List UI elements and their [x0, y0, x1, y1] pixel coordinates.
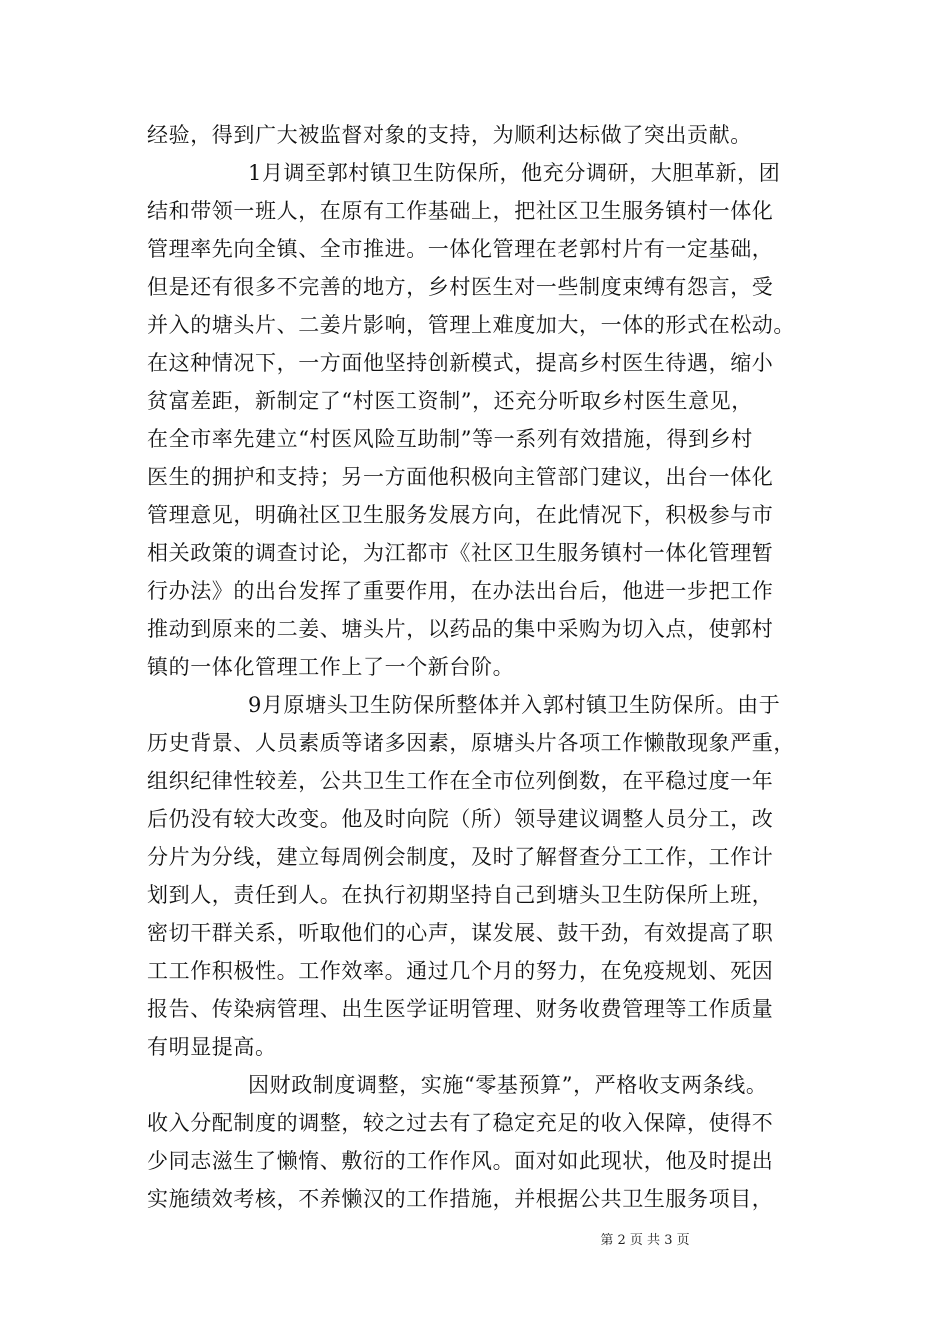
- paragraph-1-line-2: 结和带领一班人，在原有工作基础上，把社区卫生服务镇村一体化: [147, 199, 774, 223]
- paragraph-3-line-4: 实施绩效考核，不养懒汉的工作措施，并根据公共卫生服务项目，: [147, 1187, 774, 1211]
- paragraph-1-line-4: 但是还有很多不完善的地方，乡村医生对一些制度束缚有怨言，受: [147, 275, 774, 299]
- paragraph-3-line-3: 少同志滋生了懒惰、敷衍的工作作风。面对如此现状，他及时提出: [147, 1149, 774, 1173]
- paragraph-2-line-4: 后仍没有较大改变。他及时向院（所）领导建议调整人员分工，改: [147, 807, 774, 831]
- paragraph-2-line-7: 密切干群关系，听取他们的心声，谋发展、鼓干劲，有效提高了职: [147, 921, 774, 945]
- paragraph-1-line-1: 1月调至郭村镇卫生防保所，他充分调研，大胆革新，团: [248, 161, 781, 185]
- paragraph-2-line-2: 历史背景、人员素质等诸多因素，原塘头片各项工作懒散现象严重，: [147, 731, 795, 755]
- paragraph-3-line-2: 收入分配制度的调整，较之过去有了稳定充足的收入保障，使得不: [147, 1111, 774, 1135]
- paragraph-1-line-8: 在全市率先建立“村医风险互助制”等一系列有效措施，得到乡村: [147, 427, 753, 451]
- paragraph-1-line-5: 并入的塘头片、二姜片影响，管理上难度加大，一体的形式在松动。: [147, 313, 795, 337]
- paragraph-2-line-8: 工工作积极性。工作效率。通过几个月的努力，在免疫规划、死因: [147, 959, 774, 983]
- paragraph-2-line-1: 9月原塘头卫生防保所整体并入郭村镇卫生防保所。由于: [248, 693, 781, 717]
- paragraph-1-line-10: 管理意见，明确社区卫生服务发展方向，在此情况下，积极参与市: [147, 503, 774, 527]
- paragraph-2-line-3: 组织纪律性较差，公共卫生工作在全市位列倒数，在平稳过度一年: [147, 769, 774, 793]
- paragraph-2-line-9: 报告、传染病管理、出生医学证明管理、财务收费管理等工作质量: [147, 997, 774, 1021]
- paragraph-1-line-14: 镇的一体化管理工作上了一个新台阶。: [147, 655, 515, 679]
- paragraph-2-line-5: 分片为分线，建立每周例会制度，及时了解督查分工工作，工作计: [147, 845, 774, 869]
- paragraph-1-line-7: 贫富差距，新制定了“村医工资制”，还充分听取乡村医生意见，: [147, 389, 753, 413]
- paragraph-2-line-6: 划到人，责任到人。在执行初期坚持自己到塘头卫生防保所上班，: [147, 883, 774, 907]
- paragraph-1-line-9: 医生的拥护和支持；另一方面他积极向主管部门建议，出台一体化: [147, 465, 774, 489]
- paragraph-1-line-6: 在这种情况下，一方面他坚持创新模式，提高乡村医生待遇，缩小: [147, 351, 774, 375]
- paragraph-3-line-1: 因财政制度调整，实施“零基预算”，严格收支两条线。: [248, 1073, 768, 1097]
- text-line-1: 经验，得到广大被监督对象的支持，为顺利达标做了突出贡献。: [147, 123, 752, 147]
- paragraph-1-line-3: 管理率先向全镇、全市推进。一体化管理在老郭村片有一定基础，: [147, 237, 774, 261]
- paragraph-1-line-11: 相关政策的调查讨论，为江都市《社区卫生服务镇村一体化管理暂: [147, 541, 774, 565]
- paragraph-1-line-13: 推动到原来的二姜、塘头片，以药品的集中采购为切入点，使郭村: [147, 617, 774, 641]
- page-footer: 第 2 页 共 3 页: [600, 1233, 690, 1248]
- paragraph-2-line-10: 有明显提高。: [147, 1035, 277, 1059]
- paragraph-1-line-12: 行办法》的出台发挥了重要作用，在办法出台后，他进一步把工作: [147, 579, 774, 603]
